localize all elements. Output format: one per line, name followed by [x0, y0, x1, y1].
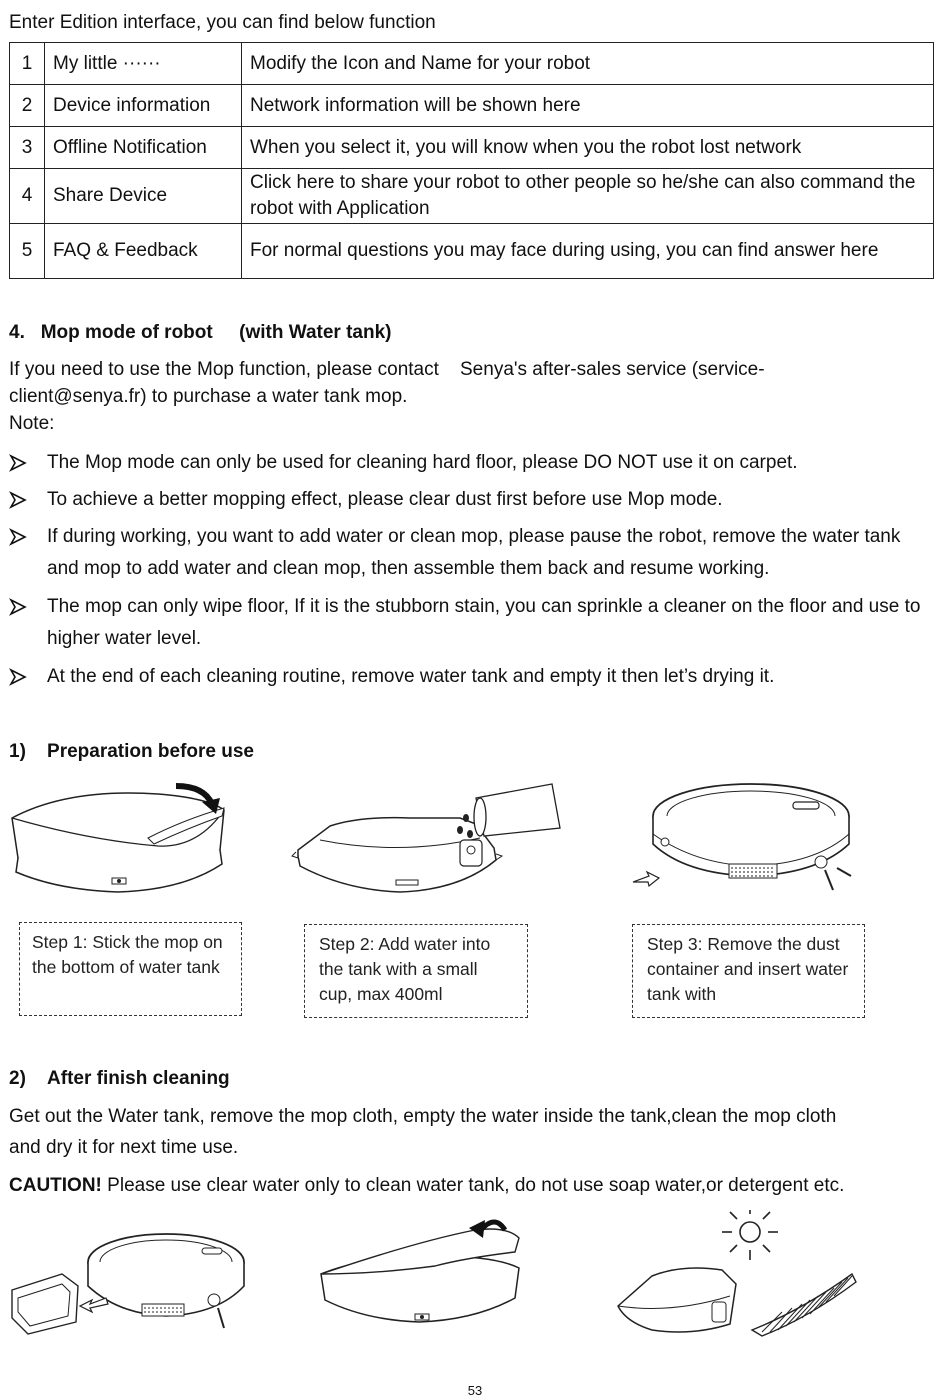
feature-table: [9, 42, 934, 279]
page-number: 53: [467, 1383, 483, 1398]
list-item: [9, 484, 934, 516]
subsection-number: 1): [9, 741, 26, 762]
arrow-bullet-icon: [9, 528, 27, 546]
section-title-suffix: (with Water tank): [239, 322, 392, 343]
row-feature-name: Device information: [45, 85, 242, 127]
row-feature-name: Share Device: [45, 169, 242, 224]
list-item: [9, 591, 934, 655]
caution-body: Please use clear water only to clean water tank, do not use soap water,or detergent etc.: [101, 1175, 845, 1196]
row-number: 5: [10, 224, 45, 279]
list-item: [9, 447, 934, 479]
row-feature-name: FAQ & Feedback: [45, 224, 242, 279]
after-cleaning-line-1: Get out the Water tank, remove the mop cloth, empty the water inside the tank,clean the mop cloth: [9, 1106, 837, 1127]
row-description: For normal questions you may face during using, you can find answer here: [242, 224, 934, 279]
table-row: [10, 169, 934, 224]
table-row: [10, 127, 934, 169]
row-number: 3: [10, 127, 45, 169]
bullet-text: If during working, you want to add water or clean mop, please pause the robot, remove the water tank and mop to add water and clean mop, then assemble them back and resume working.: [47, 526, 901, 579]
add-water-illustration: [290, 778, 570, 898]
arrow-bullet-icon: [9, 491, 27, 509]
bullet-text: At the end of each cleaning routine, remove water tank and empty it then let’s drying it.: [47, 666, 775, 687]
arrow-bullet-icon: [9, 598, 27, 616]
after-cleaning-line-2: and dry it for next time use.: [9, 1137, 239, 1158]
bullet-text: The mop can only wipe floor, If it is the stubborn stain, you can sprinkle a cleaner on the floor and use to higher water level.: [47, 596, 921, 649]
mop-intro-line-2: client@senya.fr) to purchase a water tank mop.: [9, 386, 408, 407]
remove-mop-illustration: [315, 1212, 525, 1327]
subsection-heading: [9, 740, 254, 764]
section-heading: [9, 321, 392, 345]
step-3-caption: Step 3: Remove the dust container and insert water tank with: [632, 924, 865, 1018]
mop-intro-line-1: If you need to use the Mop function, please contact Senya's after-sales service (service-: [9, 359, 765, 380]
row-description: Modify the Icon and Name for your robot: [242, 43, 934, 85]
row-description: Click here to share your robot to other people so he/she can also command the robot with Application: [242, 169, 934, 224]
intro-text: Enter Edition interface, you can find below function: [9, 12, 436, 33]
note-label: Note:: [9, 413, 55, 434]
subsection-number: 2): [9, 1068, 26, 1089]
caution-text: [9, 1174, 844, 1198]
step-2-caption: Step 2: Add water into the tank with a small cup, max 400ml: [304, 924, 528, 1018]
row-number: 1: [10, 43, 45, 85]
table-row: [10, 43, 934, 85]
row-number: 2: [10, 85, 45, 127]
step-1-caption: Step 1: Stick the mop on the bottom of water tank: [19, 922, 242, 1016]
row-description: When you select it, you will know when you the robot lost network: [242, 127, 934, 169]
bullet-text: The Mop mode can only be used for cleaning hard floor, please DO NOT use it on carpet.: [47, 452, 798, 473]
row-feature-name: Offline Notification: [45, 127, 242, 169]
row-feature-name: My little ······: [45, 43, 242, 85]
insert-tank-illustration: [625, 780, 855, 892]
remove-tank-illustration: [8, 1220, 248, 1345]
subsection-title: Preparation before use: [47, 741, 254, 762]
mop-attach-illustration: [8, 780, 238, 895]
section-number: 4.: [9, 322, 25, 343]
arrow-bullet-icon: [9, 454, 27, 472]
row-description: Network information will be shown here: [242, 85, 934, 127]
bullet-text: To achieve a better mopping effect, please clear dust first before use Mop mode.: [47, 489, 723, 510]
table-row: [10, 85, 934, 127]
arrow-bullet-icon: [9, 668, 27, 686]
dry-parts-illustration: [612, 1210, 862, 1340]
list-item: [9, 521, 934, 585]
table-row: [10, 224, 934, 279]
subsection-title: After finish cleaning: [47, 1068, 230, 1089]
section-title: Mop mode of robot: [40, 322, 213, 343]
row-number: 4: [10, 169, 45, 224]
caution-label: CAUTION!: [9, 1175, 102, 1196]
subsection-heading: [9, 1067, 230, 1091]
list-item: [9, 661, 934, 693]
